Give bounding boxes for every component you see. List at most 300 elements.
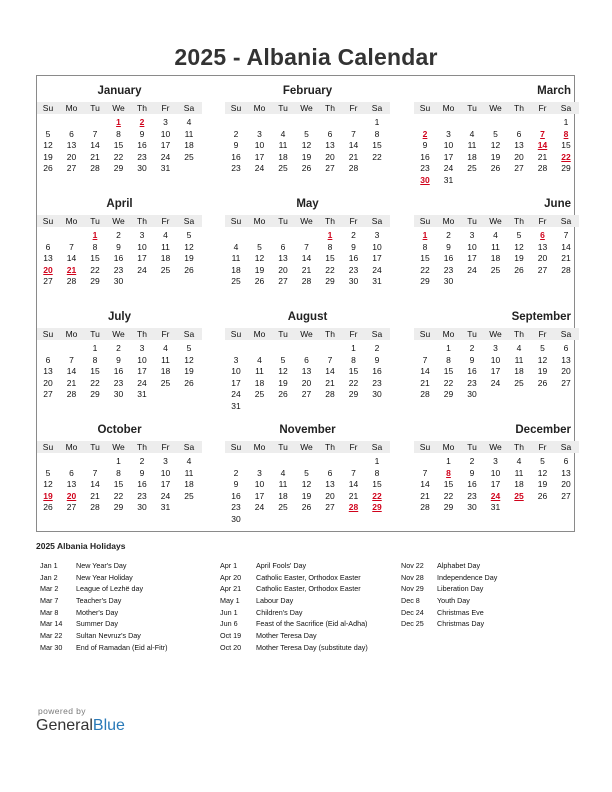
day-cell[interactable]: 24 xyxy=(443,163,454,173)
day-cell[interactable]: 15 xyxy=(420,253,430,263)
day-cell[interactable]: 22 xyxy=(90,377,100,388)
holiday-day-cell[interactable]: 1 xyxy=(92,230,98,240)
day-cell[interactable]: 22 xyxy=(90,264,100,275)
day-cell[interactable]: 30 xyxy=(372,389,382,399)
day-cell[interactable]: 3 xyxy=(139,230,145,240)
day-cell[interactable]: 10 xyxy=(467,241,477,252)
day-cell[interactable]: 11 xyxy=(514,354,524,365)
holiday-day-cell[interactable]: 1 xyxy=(422,230,428,240)
day-cell[interactable]: 7 xyxy=(422,467,428,478)
day-cell[interactable]: 10 xyxy=(160,128,171,139)
day-cell[interactable]: 31 xyxy=(231,400,241,411)
day-cell[interactable]: 17 xyxy=(137,366,147,376)
day-cell[interactable]: 12 xyxy=(537,354,548,365)
day-cell[interactable]: 28 xyxy=(537,163,548,173)
day-cell[interactable]: 14 xyxy=(90,140,100,150)
day-cell[interactable]: 17 xyxy=(254,490,265,501)
day-cell[interactable]: 8 xyxy=(92,354,98,365)
day-cell[interactable]: 14 xyxy=(66,366,77,376)
day-cell[interactable]: 1 xyxy=(446,343,451,353)
day-cell[interactable]: 3 xyxy=(469,230,475,240)
day-cell[interactable]: 18 xyxy=(254,377,265,388)
holiday-day-cell[interactable]: 28 xyxy=(348,502,359,512)
day-cell[interactable]: 16 xyxy=(137,140,147,150)
day-cell[interactable]: 10 xyxy=(160,467,171,478)
day-cell[interactable]: 29 xyxy=(443,502,454,512)
day-cell[interactable]: 17 xyxy=(137,253,147,263)
day-cell[interactable]: 10 xyxy=(490,354,501,365)
day-cell[interactable]: 1 xyxy=(446,456,451,466)
day-cell[interactable]: 18 xyxy=(231,264,241,275)
day-cell[interactable]: 11 xyxy=(184,128,194,139)
day-cell[interactable]: 24 xyxy=(254,502,265,512)
day-cell[interactable]: 25 xyxy=(254,389,265,399)
day-cell[interactable]: 2 xyxy=(446,230,451,240)
day-cell[interactable]: 1 xyxy=(116,456,121,466)
day-cell[interactable]: 4 xyxy=(186,117,192,127)
day-cell[interactable]: 29 xyxy=(90,276,100,286)
day-cell[interactable]: 2 xyxy=(469,456,475,466)
day-cell[interactable]: 1 xyxy=(374,117,380,127)
day-cell[interactable]: 10 xyxy=(254,479,265,489)
day-cell[interactable]: 24 xyxy=(490,377,501,388)
day-cell[interactable]: 11 xyxy=(491,241,500,252)
day-cell[interactable]: 25 xyxy=(231,276,241,286)
day-cell[interactable]: 22 xyxy=(443,490,454,501)
day-cell[interactable]: 23 xyxy=(113,377,124,388)
day-cell[interactable]: 13 xyxy=(66,479,77,489)
day-cell[interactable]: 14 xyxy=(420,366,430,376)
day-cell[interactable]: 31 xyxy=(137,389,147,399)
day-cell[interactable]: 10 xyxy=(231,366,241,376)
day-cell[interactable]: 16 xyxy=(231,490,241,501)
day-cell[interactable]: 6 xyxy=(563,343,569,353)
day-cell[interactable]: 28 xyxy=(561,264,571,275)
day-cell[interactable]: 21 xyxy=(348,151,359,162)
day-cell[interactable]: 19 xyxy=(301,151,312,162)
day-cell[interactable]: 17 xyxy=(254,151,265,162)
holiday-day-cell[interactable]: 1 xyxy=(327,230,333,240)
day-cell[interactable]: 27 xyxy=(43,389,53,399)
day-cell[interactable]: 20 xyxy=(43,377,53,388)
day-cell[interactable]: 2 xyxy=(139,456,145,466)
day-cell[interactable]: 6 xyxy=(516,128,522,139)
day-cell[interactable]: 8 xyxy=(446,354,451,365)
day-cell[interactable]: 13 xyxy=(66,140,77,150)
day-cell[interactable]: 23 xyxy=(231,502,241,512)
day-cell[interactable]: 25 xyxy=(184,151,194,162)
day-cell[interactable]: 27 xyxy=(325,502,335,512)
holiday-day-cell[interactable]: 2 xyxy=(139,117,145,127)
holiday-day-cell[interactable]: 30 xyxy=(420,174,430,185)
day-cell[interactable]: 27 xyxy=(66,163,77,173)
day-cell[interactable]: 13 xyxy=(514,140,524,150)
day-cell[interactable]: 27 xyxy=(325,163,335,173)
day-cell[interactable]: 26 xyxy=(537,377,548,388)
day-cell[interactable]: 5 xyxy=(304,128,309,139)
day-cell[interactable]: 29 xyxy=(325,276,335,286)
day-cell[interactable]: 9 xyxy=(374,354,380,365)
day-cell[interactable]: 19 xyxy=(184,366,194,376)
day-cell[interactable]: 30 xyxy=(348,276,359,286)
day-cell[interactable]: 27 xyxy=(66,502,77,512)
day-cell[interactable]: 15 xyxy=(113,479,124,489)
holiday-day-cell[interactable]: 6 xyxy=(540,230,545,240)
day-cell[interactable]: 16 xyxy=(113,366,124,376)
holiday-day-cell[interactable]: 8 xyxy=(446,467,451,478)
day-cell[interactable]: 24 xyxy=(137,377,147,388)
day-cell[interactable]: 7 xyxy=(563,230,569,240)
generalblue-logo[interactable] xyxy=(36,717,125,735)
day-cell[interactable]: 27 xyxy=(561,377,571,388)
day-cell[interactable]: 19 xyxy=(537,366,548,376)
day-cell[interactable]: 28 xyxy=(420,502,430,512)
day-cell[interactable]: 12 xyxy=(184,241,194,252)
day-cell[interactable]: 24 xyxy=(467,264,477,275)
day-cell[interactable]: 6 xyxy=(304,354,309,365)
day-cell[interactable]: 8 xyxy=(374,467,380,478)
day-cell[interactable]: 15 xyxy=(561,140,571,150)
holiday-day-cell[interactable]: 22 xyxy=(372,490,382,501)
day-cell[interactable]: 21 xyxy=(537,151,548,162)
day-cell[interactable]: 11 xyxy=(514,467,524,478)
day-cell[interactable]: 13 xyxy=(561,467,571,478)
day-cell[interactable]: 18 xyxy=(278,490,288,501)
day-cell[interactable]: 9 xyxy=(116,241,121,252)
day-cell[interactable]: 10 xyxy=(372,241,382,252)
day-cell[interactable]: 24 xyxy=(231,389,241,399)
day-cell[interactable]: 7 xyxy=(351,467,356,478)
holiday-day-cell[interactable]: 19 xyxy=(43,490,53,501)
day-cell[interactable]: 5 xyxy=(186,343,192,353)
day-cell[interactable]: 31 xyxy=(372,276,382,286)
day-cell[interactable]: 23 xyxy=(420,163,430,173)
holiday-day-cell[interactable]: 25 xyxy=(514,490,524,501)
day-cell[interactable]: 6 xyxy=(563,456,569,466)
day-cell[interactable]: 14 xyxy=(420,479,430,489)
day-cell[interactable]: 11 xyxy=(231,253,241,263)
day-cell[interactable]: 21 xyxy=(420,490,430,501)
day-cell[interactable]: 4 xyxy=(233,241,239,252)
day-cell[interactable]: 28 xyxy=(420,389,430,399)
day-cell[interactable]: 26 xyxy=(278,389,288,399)
day-cell[interactable]: 13 xyxy=(537,241,548,252)
day-cell[interactable]: 16 xyxy=(443,253,454,263)
day-cell[interactable]: 20 xyxy=(325,490,335,501)
day-cell[interactable]: 6 xyxy=(327,128,333,139)
day-cell[interactable]: 26 xyxy=(43,502,53,512)
day-cell[interactable]: 5 xyxy=(257,241,262,252)
day-cell[interactable]: 30 xyxy=(113,276,124,286)
day-cell[interactable]: 28 xyxy=(325,389,335,399)
day-cell[interactable]: 23 xyxy=(372,377,382,388)
day-cell[interactable]: 29 xyxy=(443,389,454,399)
day-cell[interactable]: 15 xyxy=(90,366,100,376)
day-cell[interactable]: 9 xyxy=(116,354,121,365)
day-cell[interactable]: 7 xyxy=(69,354,74,365)
day-cell[interactable]: 22 xyxy=(372,151,382,162)
day-cell[interactable]: 6 xyxy=(69,467,74,478)
day-cell[interactable]: 30 xyxy=(467,389,477,399)
day-cell[interactable]: 3 xyxy=(493,456,498,466)
day-cell[interactable]: 21 xyxy=(301,264,312,275)
day-cell[interactable]: 7 xyxy=(92,467,98,478)
day-cell[interactable]: 3 xyxy=(163,456,168,466)
day-cell[interactable]: 25 xyxy=(184,490,194,501)
day-cell[interactable]: 11 xyxy=(161,241,170,252)
day-cell[interactable]: 2 xyxy=(116,230,121,240)
day-cell[interactable]: 25 xyxy=(467,163,477,173)
day-cell[interactable]: 19 xyxy=(43,151,53,162)
day-cell[interactable]: 13 xyxy=(43,366,53,376)
day-cell[interactable]: 12 xyxy=(184,354,194,365)
day-cell[interactable]: 8 xyxy=(92,241,98,252)
day-cell[interactable]: 12 xyxy=(301,479,312,489)
day-cell[interactable]: 3 xyxy=(233,354,239,365)
day-cell[interactable]: 28 xyxy=(90,502,100,512)
day-cell[interactable]: 6 xyxy=(45,241,51,252)
day-cell[interactable]: 28 xyxy=(90,163,100,173)
day-cell[interactable]: 23 xyxy=(231,163,241,173)
day-cell[interactable]: 6 xyxy=(69,128,74,139)
day-cell[interactable]: 22 xyxy=(113,490,124,501)
day-cell[interactable]: 19 xyxy=(254,264,265,275)
day-cell[interactable]: 2 xyxy=(469,343,475,353)
day-cell[interactable]: 14 xyxy=(348,479,359,489)
day-cell[interactable]: 29 xyxy=(420,276,430,286)
day-cell[interactable]: 15 xyxy=(372,140,382,150)
day-cell[interactable]: 29 xyxy=(561,163,571,173)
day-cell[interactable]: 21 xyxy=(90,151,100,162)
day-cell[interactable]: 10 xyxy=(254,140,265,150)
day-cell[interactable]: 27 xyxy=(561,490,571,501)
day-cell[interactable]: 18 xyxy=(184,140,194,150)
day-cell[interactable]: 7 xyxy=(422,354,428,365)
day-cell[interactable]: 1 xyxy=(374,456,380,466)
day-cell[interactable]: 8 xyxy=(351,354,356,365)
day-cell[interactable]: 25 xyxy=(160,264,171,275)
day-cell[interactable]: 31 xyxy=(160,163,171,173)
day-cell[interactable]: 23 xyxy=(443,264,454,275)
day-cell[interactable]: 7 xyxy=(69,241,74,252)
day-cell[interactable]: 2 xyxy=(233,467,239,478)
day-cell[interactable]: 12 xyxy=(301,140,312,150)
day-cell[interactable]: 27 xyxy=(514,163,524,173)
day-cell[interactable]: 23 xyxy=(137,490,147,501)
day-cell[interactable]: 12 xyxy=(278,366,288,376)
day-cell[interactable]: 31 xyxy=(490,502,501,512)
day-cell[interactable]: 23 xyxy=(137,151,147,162)
day-cell[interactable]: 17 xyxy=(372,253,382,263)
day-cell[interactable]: 15 xyxy=(348,366,359,376)
day-cell[interactable]: 1 xyxy=(92,343,98,353)
day-cell[interactable]: 13 xyxy=(43,253,53,263)
day-cell[interactable]: 21 xyxy=(66,377,77,388)
day-cell[interactable]: 9 xyxy=(469,354,475,365)
day-cell[interactable]: 4 xyxy=(280,467,286,478)
day-cell[interactable]: 18 xyxy=(490,253,501,263)
day-cell[interactable]: 25 xyxy=(278,502,288,512)
day-cell[interactable]: 13 xyxy=(278,253,288,263)
day-cell[interactable]: 20 xyxy=(278,264,288,275)
day-cell[interactable]: 3 xyxy=(163,117,168,127)
day-cell[interactable]: 4 xyxy=(257,354,262,365)
day-cell[interactable]: 12 xyxy=(490,140,501,150)
day-cell[interactable]: 2 xyxy=(233,128,239,139)
day-cell[interactable]: 6 xyxy=(45,354,51,365)
day-cell[interactable]: 26 xyxy=(184,377,194,388)
day-cell[interactable]: 28 xyxy=(301,276,312,286)
day-cell[interactable]: 24 xyxy=(137,264,147,275)
day-cell[interactable]: 4 xyxy=(516,456,522,466)
day-cell[interactable]: 1 xyxy=(563,117,569,127)
day-cell[interactable]: 8 xyxy=(327,241,333,252)
day-cell[interactable]: 4 xyxy=(186,456,192,466)
day-cell[interactable]: 9 xyxy=(351,241,356,252)
day-cell[interactable]: 29 xyxy=(348,389,359,399)
day-cell[interactable]: 20 xyxy=(514,151,524,162)
day-cell[interactable]: 12 xyxy=(43,140,53,150)
day-cell[interactable]: 4 xyxy=(469,128,475,139)
day-cell[interactable]: 5 xyxy=(540,456,545,466)
day-cell[interactable]: 29 xyxy=(113,502,124,512)
day-cell[interactable]: 27 xyxy=(43,276,53,286)
day-cell[interactable]: 31 xyxy=(443,174,454,185)
day-cell[interactable]: 3 xyxy=(493,343,498,353)
day-cell[interactable]: 9 xyxy=(446,241,451,252)
day-cell[interactable]: 11 xyxy=(278,479,288,489)
day-cell[interactable]: 11 xyxy=(161,354,170,365)
day-cell[interactable]: 9 xyxy=(422,140,428,150)
day-cell[interactable]: 26 xyxy=(43,163,53,173)
day-cell[interactable]: 9 xyxy=(139,128,145,139)
holiday-day-cell[interactable]: 29 xyxy=(372,502,382,512)
day-cell[interactable]: 17 xyxy=(490,366,501,376)
day-cell[interactable]: 14 xyxy=(301,253,312,263)
day-cell[interactable]: 15 xyxy=(443,366,454,376)
day-cell[interactable]: 8 xyxy=(116,467,121,478)
day-cell[interactable]: 22 xyxy=(113,151,124,162)
day-cell[interactable]: 5 xyxy=(280,354,286,365)
day-cell[interactable]: 19 xyxy=(301,490,312,501)
holiday-day-cell[interactable]: 2 xyxy=(422,128,428,139)
day-cell[interactable]: 19 xyxy=(184,253,194,263)
day-cell[interactable]: 6 xyxy=(280,241,286,252)
day-cell[interactable]: 10 xyxy=(137,354,147,365)
day-cell[interactable]: 9 xyxy=(139,467,145,478)
day-cell[interactable]: 18 xyxy=(467,151,477,162)
day-cell[interactable]: 21 xyxy=(348,490,359,501)
day-cell[interactable]: 26 xyxy=(490,163,501,173)
day-cell[interactable]: 17 xyxy=(490,479,501,489)
day-cell[interactable]: 22 xyxy=(443,377,454,388)
day-cell[interactable]: 2 xyxy=(351,230,356,240)
day-cell[interactable]: 30 xyxy=(113,389,124,399)
day-cell[interactable]: 29 xyxy=(113,163,124,173)
day-cell[interactable]: 5 xyxy=(45,128,51,139)
day-cell[interactable]: 26 xyxy=(537,490,548,501)
day-cell[interactable]: 21 xyxy=(325,377,335,388)
day-cell[interactable]: 14 xyxy=(348,140,359,150)
day-cell[interactable]: 30 xyxy=(467,502,477,512)
day-cell[interactable]: 25 xyxy=(278,163,288,173)
day-cell[interactable]: 18 xyxy=(514,479,524,489)
day-cell[interactable]: 26 xyxy=(301,502,312,512)
holiday-day-cell[interactable]: 22 xyxy=(561,151,571,162)
day-cell[interactable]: 28 xyxy=(66,276,77,286)
day-cell[interactable]: 5 xyxy=(493,128,498,139)
day-cell[interactable]: 4 xyxy=(493,230,498,240)
day-cell[interactable]: 19 xyxy=(514,253,524,263)
day-cell[interactable]: 9 xyxy=(233,479,239,489)
day-cell[interactable]: 16 xyxy=(372,366,382,376)
day-cell[interactable]: 23 xyxy=(467,490,477,501)
day-cell[interactable]: 5 xyxy=(45,467,51,478)
day-cell[interactable]: 7 xyxy=(327,354,333,365)
holiday-day-cell[interactable]: 14 xyxy=(537,140,548,150)
day-cell[interactable]: 17 xyxy=(160,140,171,150)
day-cell[interactable]: 30 xyxy=(443,276,454,286)
day-cell[interactable]: 13 xyxy=(561,354,571,365)
day-cell[interactable]: 12 xyxy=(537,467,548,478)
day-cell[interactable]: 16 xyxy=(420,151,430,162)
day-cell[interactable]: 9 xyxy=(233,140,239,150)
day-cell[interactable]: 17 xyxy=(231,377,241,388)
day-cell[interactable]: 10 xyxy=(490,467,501,478)
holiday-day-cell[interactable]: 7 xyxy=(540,128,545,139)
day-cell[interactable]: 8 xyxy=(374,128,380,139)
day-cell[interactable]: 15 xyxy=(372,479,382,489)
holiday-day-cell[interactable]: 24 xyxy=(490,490,501,501)
day-cell[interactable]: 16 xyxy=(231,151,241,162)
holiday-day-cell[interactable]: 20 xyxy=(66,490,77,501)
day-cell[interactable]: 4 xyxy=(163,230,168,240)
day-cell[interactable]: 30 xyxy=(137,163,147,173)
day-cell[interactable]: 2 xyxy=(374,343,380,353)
day-cell[interactable]: 14 xyxy=(66,253,77,263)
day-cell[interactable]: 26 xyxy=(254,276,265,286)
day-cell[interactable]: 11 xyxy=(184,467,194,478)
day-cell[interactable]: 5 xyxy=(516,230,522,240)
day-cell[interactable]: 24 xyxy=(160,151,171,162)
day-cell[interactable]: 20 xyxy=(66,151,77,162)
day-cell[interactable]: 18 xyxy=(514,366,524,376)
day-cell[interactable]: 20 xyxy=(561,366,571,376)
day-cell[interactable]: 15 xyxy=(443,479,454,489)
day-cell[interactable]: 10 xyxy=(137,241,147,252)
holiday-day-cell[interactable]: 20 xyxy=(43,264,53,275)
day-cell[interactable]: 16 xyxy=(348,253,359,263)
day-cell[interactable]: 7 xyxy=(304,241,309,252)
day-cell[interactable]: 16 xyxy=(137,479,147,489)
day-cell[interactable]: 6 xyxy=(327,467,333,478)
day-cell[interactable]: 5 xyxy=(186,230,192,240)
day-cell[interactable]: 27 xyxy=(278,276,288,286)
day-cell[interactable]: 3 xyxy=(446,128,451,139)
day-cell[interactable]: 9 xyxy=(469,467,475,478)
day-cell[interactable]: 17 xyxy=(443,151,454,162)
day-cell[interactable]: 24 xyxy=(372,264,382,275)
day-cell[interactable]: 12 xyxy=(43,479,53,489)
day-cell[interactable]: 29 xyxy=(90,389,100,399)
day-cell[interactable]: 26 xyxy=(184,264,194,275)
day-cell[interactable]: 15 xyxy=(325,253,335,263)
day-cell[interactable]: 11 xyxy=(467,140,477,150)
day-cell[interactable]: 15 xyxy=(90,253,100,263)
day-cell[interactable]: 30 xyxy=(137,502,147,512)
day-cell[interactable]: 20 xyxy=(301,377,312,388)
holiday-day-cell[interactable]: 1 xyxy=(116,117,121,127)
